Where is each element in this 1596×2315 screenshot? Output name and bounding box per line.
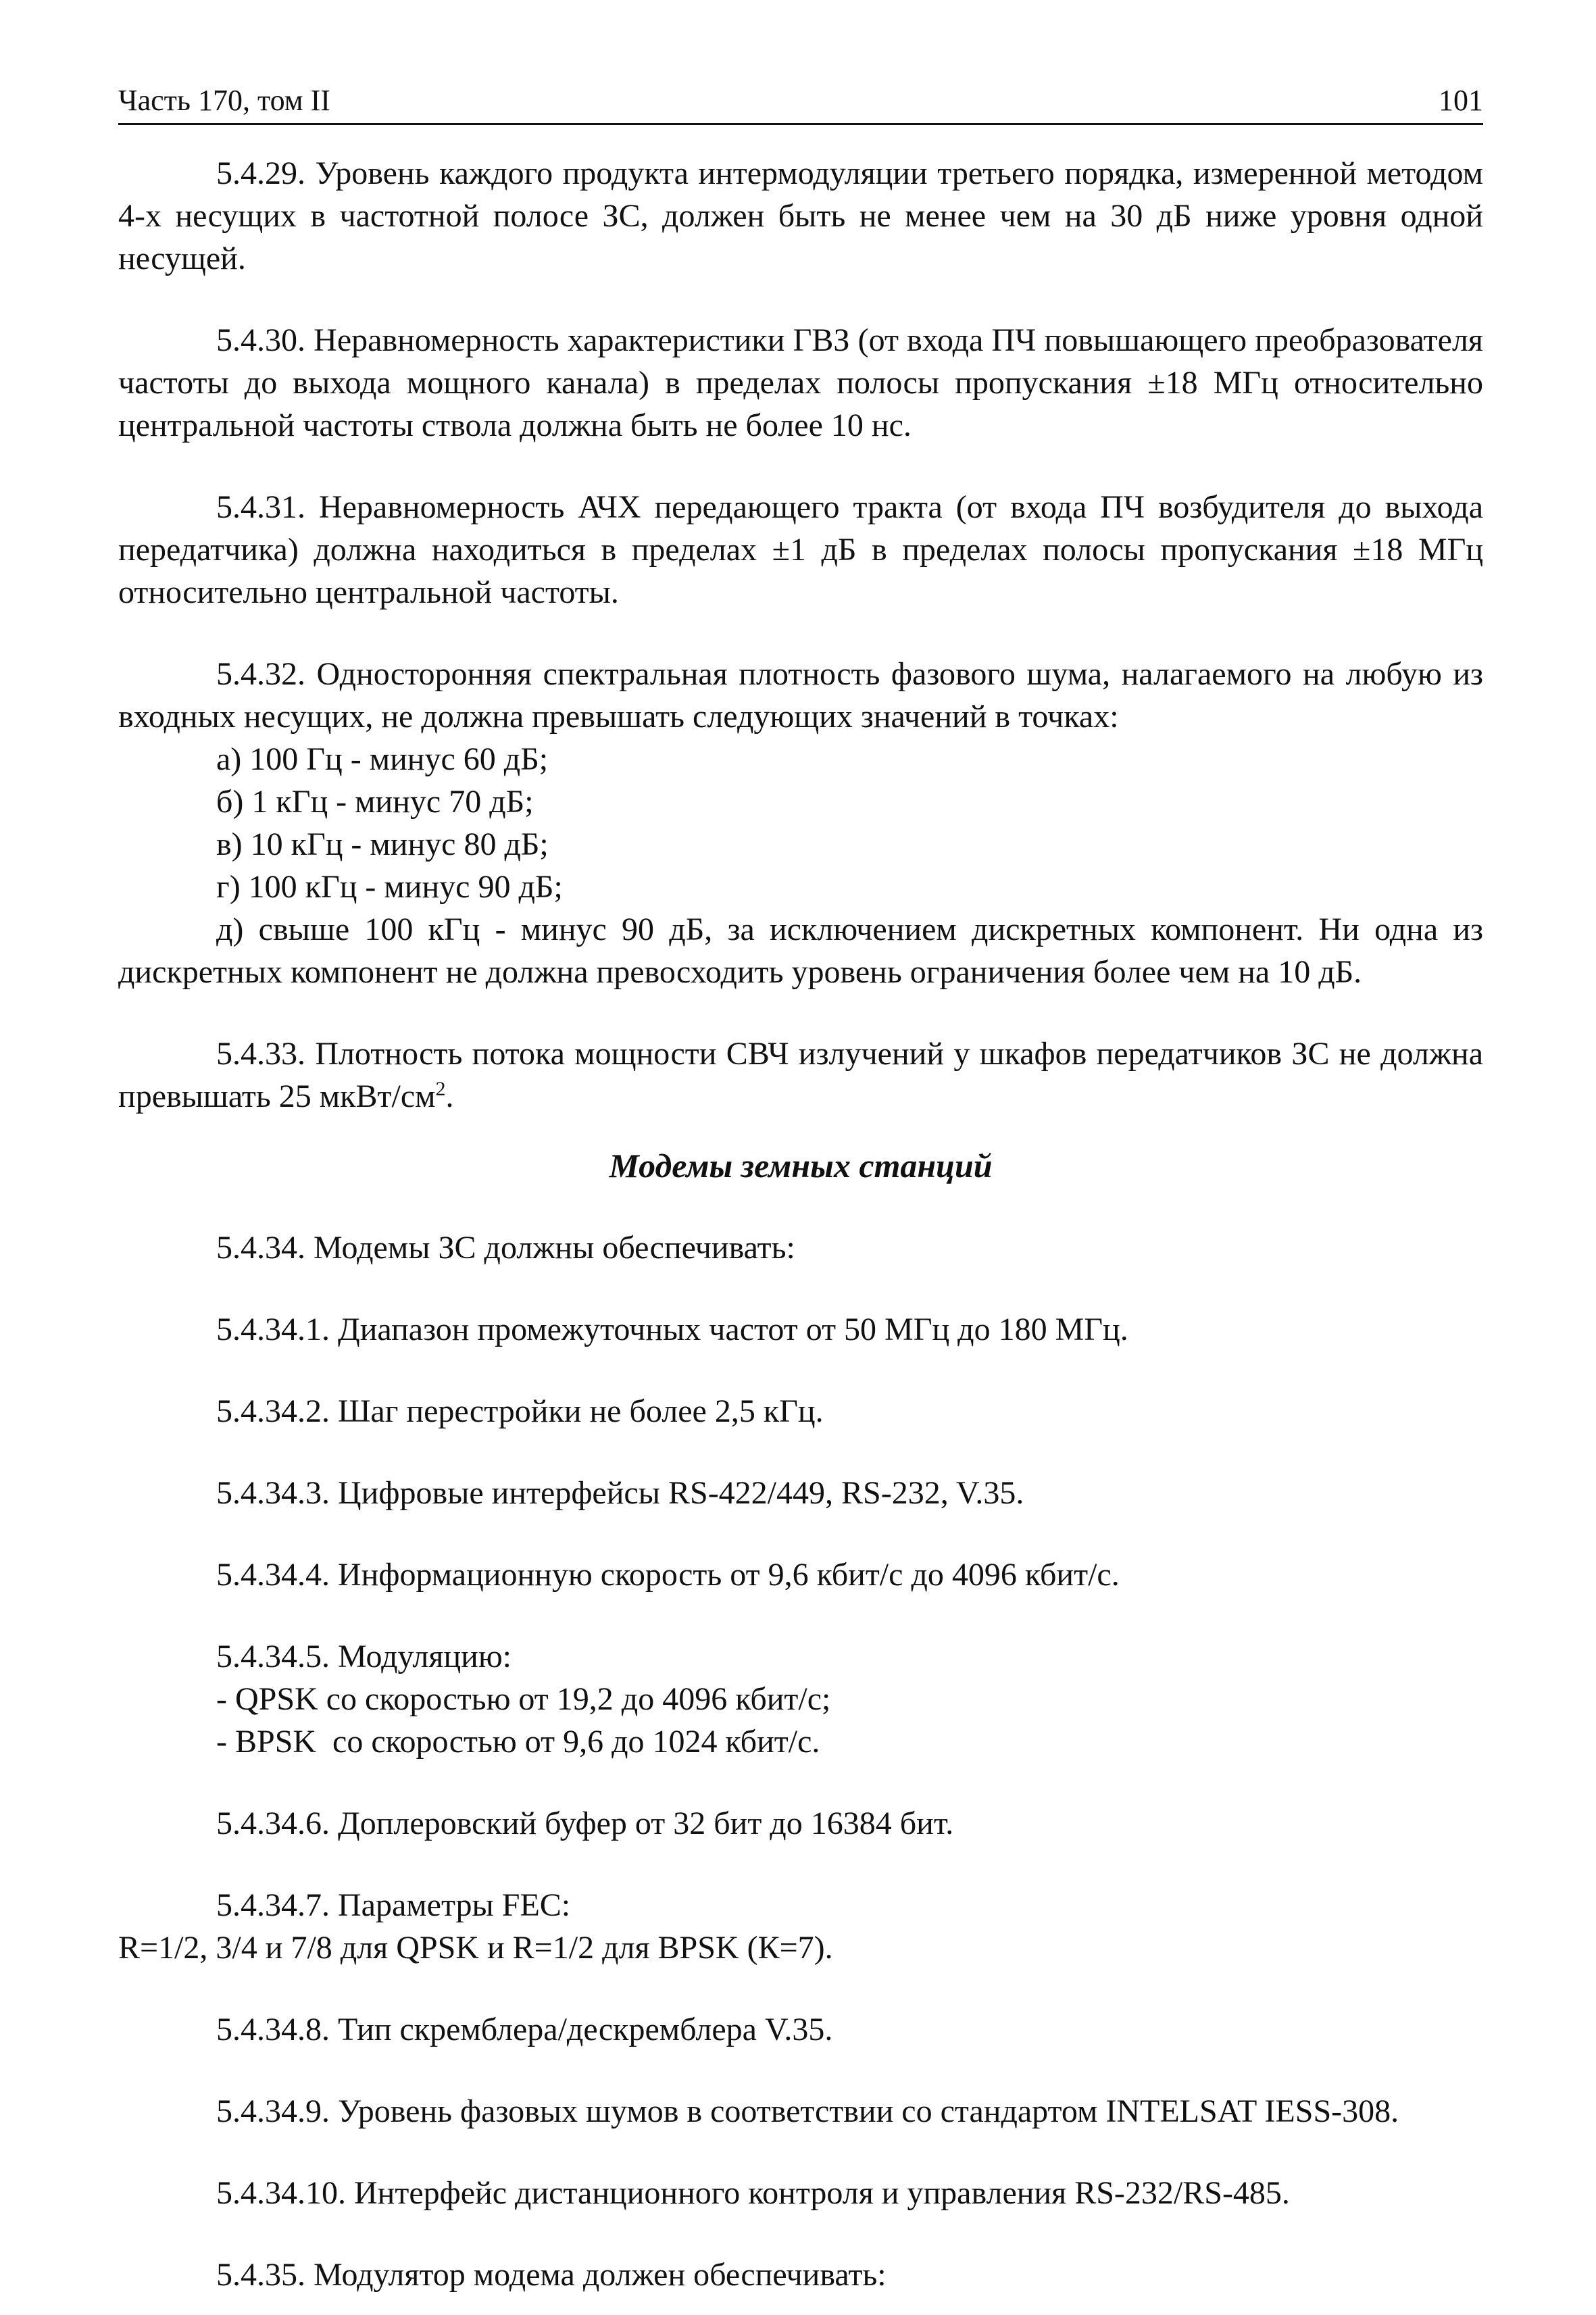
paragraph-5-4-34-1: 5.4.34.1. Диапазон промежуточных частот от 50 МГц до 180 МГц.: [216, 1312, 1128, 1347]
paragraph-5-4-33-text: 5.4.33. Плотность потока мощности СВЧ излучений у шкафов передатчиков ЗС не должна превышать 25 мкВт/см: [118, 1036, 1483, 1114]
paragraph-5-4-34-6: 5.4.34.6. Доплеровский буфер от 32 бит до 16384 бит.: [216, 1806, 954, 1841]
document-page: [118, 74, 1483, 2296]
paragraph-5-4-31: 5.4.31. Неравномерность АЧХ передающего тракта (от входа ПЧ возбудителя до выхода передатчика) должна находиться в пределах ±1 дБ в пределах полосы пропускания ±18 МГц относительно центральной частоты.: [118, 489, 1483, 610]
paragraph-5-4-34-3: 5.4.34.3. Цифровые интерфейсы RS-422/449, RS-232, V.35.: [216, 1475, 1024, 1511]
document-body: [118, 125, 1483, 2296]
paragraph-5-4-34-10: 5.4.34.10. Интерфейс дистанционного контроля и управления RS-232/RS-485.: [216, 2175, 1290, 2211]
modulation-qpsk: - QPSK со скоростью от 19,2 до 4096 кбит/с;: [216, 1681, 831, 1717]
paragraph-5-4-34-5: 5.4.34.5. Модуляцию:: [216, 1639, 512, 1674]
paragraph-5-4-35: 5.4.35. Модулятор модема должен обеспечивать:: [216, 2257, 887, 2293]
paragraph-5-4-34-2: 5.4.34.2. Шаг перестройки не более 2,5 кГц.: [216, 1393, 824, 1429]
paragraph-5-4-32: 5.4.32. Односторонняя спектральная плотность фазового шума, налагаемого на любую из входных несущих, не должна превышать следующих значений в точках:: [118, 656, 1483, 735]
superscript-2: 2: [435, 1078, 446, 1100]
section-heading: Модемы земных станций: [609, 1147, 993, 1185]
paragraph-5-4-30: 5.4.30. Неравномерность характеристики ГВЗ (от входа ПЧ повышающего преобразователя частоты до выхода мощного канала) в пределах полосы пропускания ±18 МГц относительно центральной частоты ствола должна быть не более 10 нс.: [118, 322, 1483, 443]
list-item-g: г) 100 кГц - минус 90 дБ;: [216, 869, 563, 905]
list-item-a: а) 100 Гц - минус 60 дБ;: [216, 741, 549, 777]
page-number: 101: [1439, 84, 1483, 117]
paragraph-5-4-34-4: 5.4.34.4. Информационную скорость от 9,6 кбит/с до 4096 кбит/с.: [216, 1557, 1120, 1593]
paragraph-5-4-34-8: 5.4.34.8. Тип скремблера/дескремблера V.35.: [216, 2012, 833, 2047]
paragraph-5-4-33: [118, 1032, 1483, 1118]
paragraph-5-4-33-end: .: [445, 1078, 454, 1114]
list-item-b: б) 1 кГц - минус 70 дБ;: [216, 784, 534, 820]
modulation-bpsk: - BPSK со скоростью от 9,6 до 1024 кбит/с.: [216, 1724, 820, 1760]
paragraph-5-4-34-9: 5.4.34.9. Уровень фазовых шумов в соответствии со стандартом INTELSAT IESS-308.: [216, 2093, 1399, 2129]
paragraph-5-4-34: 5.4.34. Модемы ЗС должны обеспечивать:: [216, 1230, 795, 1266]
list-item-d: д) свыше 100 кГц - минус 90 дБ, за исключением дискретных компонент. Ни одна из дискретных компонент не должна превосходить уровень ограничения более чем на 10 дБ.: [118, 912, 1483, 990]
paragraph-5-4-29: 5.4.29. Уровень каждого продукта интермодуляции третьего порядка, измеренной методом 4-х несущих в частотной полосе ЗС, должен быть не менее чем на 30 дБ ниже уровня одной несущей.: [118, 155, 1483, 276]
list-item-v: в) 10 кГц - минус 80 дБ;: [216, 826, 549, 862]
fec-parameters: R=1/2, 3/4 и 7/8 для QPSK и R=1/2 для BPSK (К=7).: [118, 1930, 833, 1966]
header-part-volume: Часть 170, том II: [118, 84, 330, 117]
running-header: [118, 74, 1483, 125]
paragraph-5-4-34-7: 5.4.34.7. Параметры FEC:: [216, 1887, 571, 1923]
